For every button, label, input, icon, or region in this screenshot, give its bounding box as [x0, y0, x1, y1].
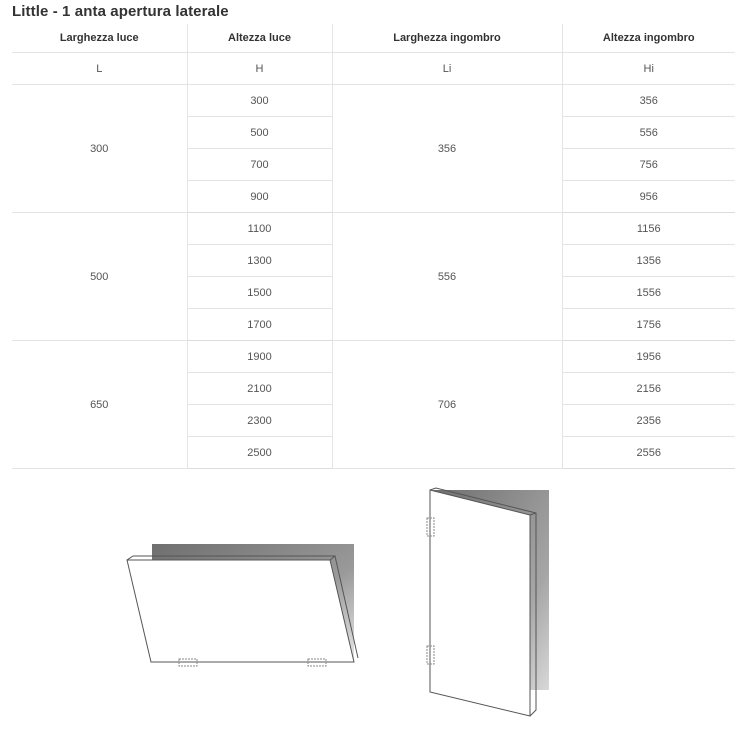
cell-hi: 356	[562, 85, 735, 117]
cell-hi: 2156	[562, 373, 735, 405]
table-row	[12, 85, 735, 117]
cell-h: 700	[187, 149, 332, 181]
cell-h: 1900	[187, 341, 332, 373]
cell-l: 650	[12, 341, 187, 469]
symbol-l: L	[12, 53, 187, 85]
cell-h: 1700	[187, 309, 332, 341]
cell-li: 556	[332, 213, 562, 341]
header-larghezza-ingombro: Larghezza ingombro	[332, 24, 562, 53]
right-door-panel	[430, 490, 530, 716]
cell-hi: 1756	[562, 309, 735, 341]
dimensions-table	[12, 24, 735, 469]
symbol-hi: Hi	[562, 53, 735, 85]
table-row	[12, 341, 735, 373]
header-row	[12, 24, 735, 53]
cell-hi: 1556	[562, 277, 735, 309]
table-row	[12, 213, 735, 245]
cell-li: 356	[332, 85, 562, 213]
cell-h: 2500	[187, 437, 332, 469]
cell-h: 2100	[187, 373, 332, 405]
cell-h: 500	[187, 117, 332, 149]
symbol-h: H	[187, 53, 332, 85]
symbol-li: Li	[332, 53, 562, 85]
cell-hi: 556	[562, 117, 735, 149]
door-drawings	[0, 480, 735, 735]
cell-l: 300	[12, 85, 187, 213]
cell-hi: 1156	[562, 213, 735, 245]
cell-hi: 756	[562, 149, 735, 181]
header-altezza-luce: Altezza luce	[187, 24, 332, 53]
page-title: Little - 1 anta apertura laterale	[12, 3, 229, 20]
bottom-hinged-door-drawing	[127, 544, 358, 666]
header-altezza-ingombro: Altezza ingombro	[562, 24, 735, 53]
cell-h: 1500	[187, 277, 332, 309]
cell-l: 500	[12, 213, 187, 341]
cell-hi: 1356	[562, 245, 735, 277]
cell-h: 2300	[187, 405, 332, 437]
cell-hi: 1956	[562, 341, 735, 373]
symbol-row	[12, 53, 735, 85]
left-door-panel	[127, 560, 354, 662]
cell-h: 900	[187, 181, 332, 213]
cell-hi: 2556	[562, 437, 735, 469]
cell-h: 1100	[187, 213, 332, 245]
cell-li: 706	[332, 341, 562, 469]
cell-hi: 956	[562, 181, 735, 213]
cell-hi: 2356	[562, 405, 735, 437]
cell-h: 300	[187, 85, 332, 117]
cell-h: 1300	[187, 245, 332, 277]
header-larghezza-luce: Larghezza luce	[12, 24, 187, 53]
side-hinged-door-drawing	[427, 488, 549, 716]
